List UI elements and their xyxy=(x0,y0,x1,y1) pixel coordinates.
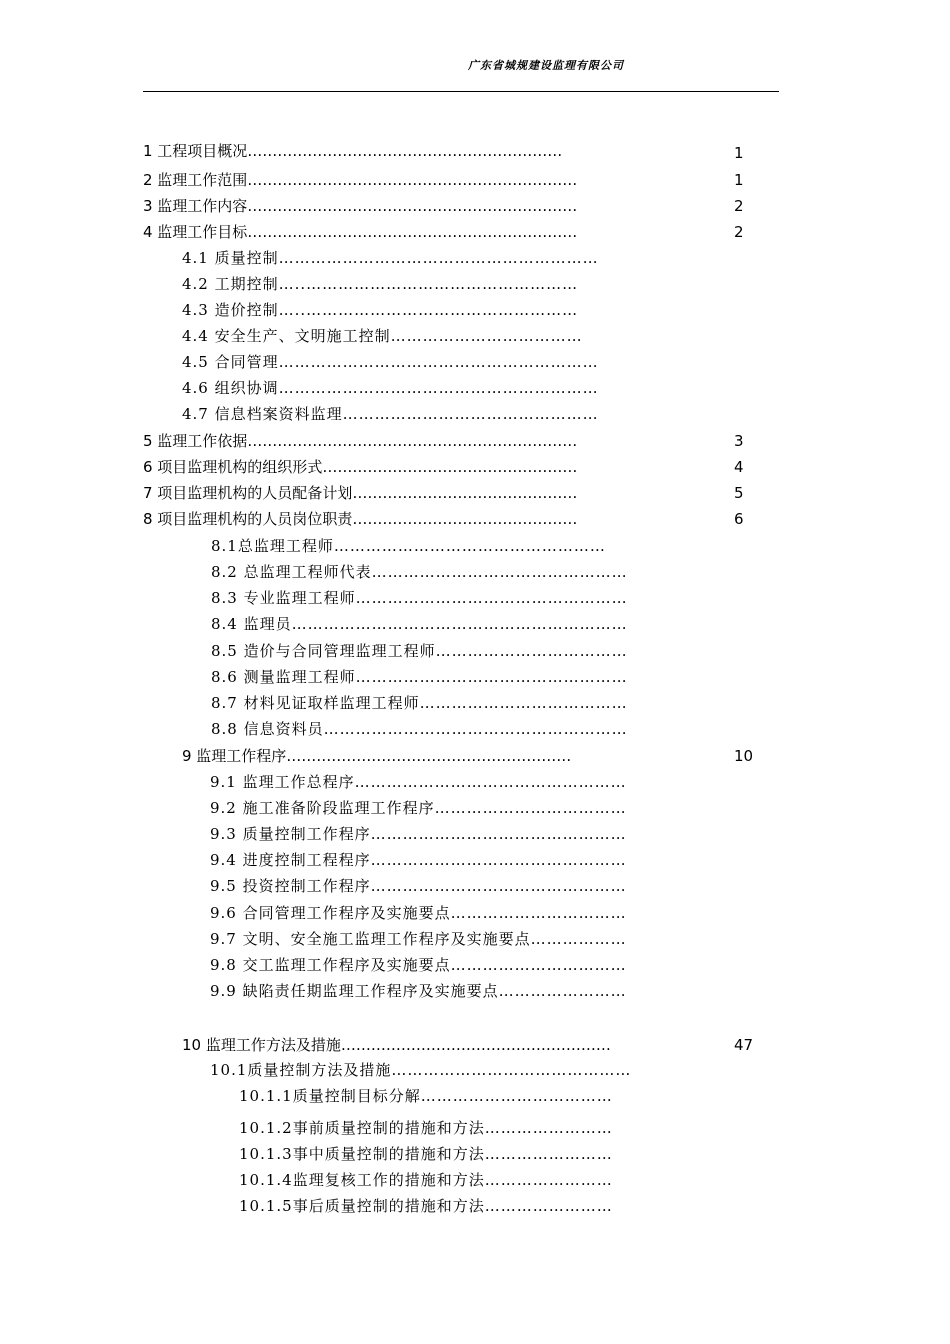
toc-entry-text: 6 项目监理机构的组织形式…………………………………………… xyxy=(143,458,578,476)
toc-entry-text: 10.1.5事后质量控制的措施和方法…………………… xyxy=(239,1197,613,1215)
toc-entry-9-1[interactable] xyxy=(210,770,627,794)
toc-entry-text: 5 监理工作依据………………………………………………………… xyxy=(143,432,578,450)
toc-entry-8-7[interactable] xyxy=(211,691,628,715)
toc-page-number: 2 xyxy=(734,197,744,215)
toc-entry-9-4[interactable] xyxy=(210,848,627,872)
toc-entry-text: 9.6 合同管理工作程序及实施要点…………………………… xyxy=(210,904,627,922)
toc-entry-9-5[interactable] xyxy=(210,874,627,898)
toc-entry-text: 7 项目监理机构的人员配备计划……………………………………… xyxy=(143,484,578,502)
toc-entry-10-1-1[interactable] xyxy=(239,1084,613,1108)
toc-entry-text: 9 监理工作程序………………………………………………… xyxy=(182,747,572,765)
toc-entry-text: 4.6 组织协调…………………………………………………… xyxy=(182,379,599,397)
toc-entry-7[interactable] xyxy=(143,481,577,505)
toc-entry-text: 10.1.4监理复核工作的措施和方法…………………… xyxy=(239,1171,613,1189)
toc-entry-text: 3 监理工作内容………………………………………………………… xyxy=(143,197,578,215)
toc-entry-10-1[interactable] xyxy=(210,1058,631,1082)
toc-entry-text: 9.5 投资控制工作程序………………………………………… xyxy=(210,877,627,895)
toc-entry-text: 4 监理工作目标………………………………………………………… xyxy=(143,223,578,241)
toc-entry-10-1-2[interactable] xyxy=(239,1116,613,1140)
toc-entry-6[interactable] xyxy=(143,455,577,479)
toc-entry-text: 9.9 缺陷责任期监理工作程序及实施要点…………………… xyxy=(210,982,627,1000)
toc-entry-text: 8.5 造价与合同管理监理工程师……………………………… xyxy=(211,642,628,660)
toc-entry-8-5[interactable] xyxy=(211,639,628,663)
toc-entry-9-8[interactable] xyxy=(210,953,627,977)
toc-entry-4-4[interactable] xyxy=(182,324,583,348)
toc-entry-text: 9.8 交工监理工作程序及实施要点…………………………… xyxy=(210,956,627,974)
toc-entry-text: 8.6 测量监理工程师…………………………………………… xyxy=(211,668,628,686)
toc-entry-text: 8.7 材料见证取样监理工程师………………………………… xyxy=(211,694,628,712)
toc-entry-text: 8.2 总监理工程师代表………………………………………… xyxy=(211,563,628,581)
toc-entry-9[interactable] xyxy=(182,744,571,768)
toc-entry-9-7[interactable] xyxy=(210,927,627,951)
toc-page-number: 5 xyxy=(734,484,744,502)
toc-entry-text: 9.4 进度控制工程程序………………………………………… xyxy=(210,851,627,869)
toc-page-number: 4 xyxy=(734,458,744,476)
toc-page-number: 1 xyxy=(734,144,744,162)
toc-entry-8-2[interactable] xyxy=(211,560,628,584)
toc-entry-8-8[interactable] xyxy=(211,717,628,741)
toc-entry-9-6[interactable] xyxy=(210,901,627,925)
toc-entry-4-6[interactable] xyxy=(182,376,599,400)
toc-entry-4-5[interactable] xyxy=(182,350,599,374)
toc-entry-5[interactable] xyxy=(143,429,577,453)
toc-entry-10-1-5[interactable] xyxy=(239,1194,613,1218)
toc-entry-text: 10.1.3事中质量控制的措施和方法…………………… xyxy=(239,1145,613,1163)
toc-page-number: 47 xyxy=(734,1036,754,1054)
toc-entry-text: 9.2 施工准备阶段监理工作程序……………………………… xyxy=(210,799,627,817)
toc-entry-3[interactable] xyxy=(143,194,577,218)
toc-entry-text: 9.1 监理工作总程序…………………………………………… xyxy=(210,773,627,791)
toc-entry-text: 4.1 质量控制…………………………………………………… xyxy=(182,249,599,267)
toc-page-number: 10 xyxy=(734,747,754,765)
toc-entry-text: 8.3 专业监理工程师…………………………………………… xyxy=(211,589,628,607)
toc-entry-text: 4.5 合同管理…………………………………………………… xyxy=(182,353,599,371)
toc-entry-8[interactable] xyxy=(143,507,577,531)
toc-entry-4-7[interactable] xyxy=(182,402,599,426)
toc-entry-text: 10.1质量控制方法及措施……………………………………… xyxy=(210,1061,632,1079)
toc-entry-text: 9.7 文明、安全施工监理工作程序及实施要点……………… xyxy=(210,930,627,948)
toc-entry-text: 8.1总监理工程师…………………………………………… xyxy=(211,537,606,555)
toc-page-number: 1 xyxy=(734,171,744,189)
toc-entry-text: 4.7 信息档案资料监理………………………………………… xyxy=(182,405,599,423)
toc-entry-8-6[interactable] xyxy=(211,665,628,689)
company-header: 广东省城规建设监理有限公司 xyxy=(468,59,624,72)
toc-entry-text: 8.8 信息资料员………………………………………………… xyxy=(211,720,628,738)
toc-entry-text: 4.3 造价控制…..…………………………………………… xyxy=(182,301,579,319)
toc-entry-text: 10 监理工作方法及措施……………………………………………… xyxy=(182,1036,611,1054)
toc-entry-2[interactable] xyxy=(143,168,577,192)
toc-entry-text: 8.4 监理员……………………………………………………… xyxy=(211,615,628,633)
toc-entry-text: 10.1.2事前质量控制的措施和方法…………………… xyxy=(239,1119,613,1137)
toc-entry-8-3[interactable] xyxy=(211,586,628,610)
toc-entry-9-9[interactable] xyxy=(210,979,627,1003)
toc-entry-text: 2 监理工作范围………………………………………………………… xyxy=(143,171,578,189)
toc-entry-8-4[interactable] xyxy=(211,612,628,636)
toc-entry-4-3[interactable] xyxy=(182,298,578,322)
toc-entry-text: 8 项目监理机构的人员岗位职责……………………………………… xyxy=(143,510,578,528)
toc-entry-9-2[interactable] xyxy=(210,796,627,820)
toc-entry-text: 9.3 质量控制工作程序………………………………………… xyxy=(210,825,627,843)
toc-page-number: 3 xyxy=(734,432,744,450)
toc-entry-10-1-3[interactable] xyxy=(239,1142,613,1166)
toc-entry-10[interactable] xyxy=(182,1033,611,1057)
toc-page-number: 6 xyxy=(734,510,744,528)
toc-entry-4-1[interactable] xyxy=(182,246,599,270)
toc-entry-10-1-4[interactable] xyxy=(239,1168,613,1192)
toc-entry-text: 10.1.1质量控制目标分解……………………………… xyxy=(239,1087,613,1105)
toc-entry-text: 4.2 工期控制…..…………………………………………… xyxy=(182,275,579,293)
toc-entry-4[interactable] xyxy=(143,220,577,244)
toc-entry-8-1[interactable] xyxy=(211,534,606,558)
toc-entry-4-2[interactable] xyxy=(182,272,578,296)
toc-entry-text: 4.4 安全生产、文明施工控制……………………………… xyxy=(182,327,583,345)
toc-entry-text: 1 工程项目概况……………………………………………………… xyxy=(143,142,563,160)
toc-entry-1[interactable] xyxy=(143,139,562,163)
toc-page-number: 2 xyxy=(734,223,744,241)
toc-entry-9-3[interactable] xyxy=(210,822,627,846)
